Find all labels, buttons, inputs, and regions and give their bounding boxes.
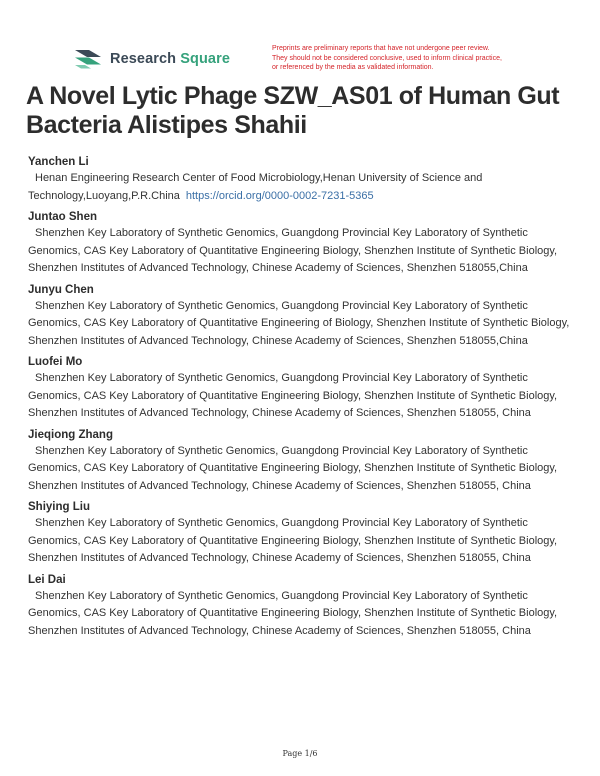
affiliation-text: Henan Engineering Research Center of Food Microbiology,Henan University of Science and Technology,Luoyang,P.R.China	[28, 172, 483, 202]
author-affiliation	[28, 370, 576, 423]
orcid-link[interactable]: https://orcid.org/0000-0002-7231-5365	[185, 189, 374, 202]
author-name: Juntao Shen	[28, 211, 98, 223]
author-affiliation	[28, 170, 576, 205]
author-name: Lei Dai	[28, 573, 66, 586]
author-name: Yanchen Li	[28, 156, 89, 168]
author-name: Shiying Liu	[28, 501, 90, 513]
author-affiliation	[28, 515, 576, 568]
affiliation-text: Shenzhen Key Laboratory of Synthetic Genomics, Guangdong Provincial Key Laboratory of Synthetic Genomics, CAS Key Laboratory of Quantitative Engineering Biology, Shenzhen Institute of Synthetic Biology, Shenzhen Institutes of Advanced Technology, Chinese Academy of Sciences, Shenzhen 518055, China	[28, 372, 558, 419]
logo-word-research: Research	[110, 51, 177, 67]
notice-line: or referenced by the media as validated information.	[272, 64, 434, 71]
author-entry	[28, 154, 576, 205]
affiliation-text: Shenzhen Key Laboratory of Synthetic Genomics, Guangdong Provincial Key Laboratory of Synthetic Genomics, CAS Key Laboratory of Quantitative Engineering Biology, Shenzhen Institute of Synthetic Biology, Shenzhen Institutes of Advanced Technology, Chinese Academy of Sciences, Shenzhen 518055,China	[28, 227, 558, 274]
preprint-notice	[272, 44, 532, 73]
author-name: Luofei Mo	[28, 356, 83, 368]
paper-title: A Novel Lytic Phage SZW_AS01 of Human Gut Bacteria Alistipes Shahii	[26, 82, 560, 139]
research-square-logo[interactable]	[73, 48, 230, 70]
author-entry	[28, 282, 576, 351]
affiliation-text: Shenzhen Key Laboratory of Synthetic Genomics, Guangdong Provincial Key Laboratory of Synthetic Genomics, CAS Key Laboratory of Quantitative Engineering of Biology, Shenzhen Institute of Synthetic Biology, Shenzhen Institutes of Advanced Technology, Chinese Academy of Sciences, Shenzhen 518055,China	[28, 299, 570, 347]
research-square-logo-icon	[73, 48, 103, 70]
affiliation-text: Shenzhen Key Laboratory of Synthetic Genomics, Guangdong Provincial Key Laboratory of Synthetic Genomics, CAS Key Laboratory of Quantitative Engineering Biology, Shenzhen Institute of Synthetic Biology, Shenzhen Institutes of Advanced Technology, Chinese Academy of Sciences, Shenzhen 518055, China	[28, 589, 558, 637]
notice-line: Preprints are preliminary reports that have not undergone peer review.	[272, 45, 490, 52]
page-number: Page 1/6	[282, 749, 318, 758]
notice-line: They should not be considered conclusive, used to inform clinical practice,	[272, 54, 502, 62]
logo-word-square: Square	[180, 51, 230, 67]
author-affiliation	[28, 225, 576, 278]
author-entry	[28, 499, 576, 568]
author-list	[28, 154, 576, 644]
author-affiliation	[28, 443, 576, 496]
author-name: Jieqiong Zhang	[28, 428, 113, 441]
author-entry	[28, 354, 576, 423]
author-entry	[28, 209, 576, 278]
author-name: Junyu Chen	[28, 283, 94, 296]
affiliation-text: Shenzhen Key Laboratory of Synthetic Genomics, Guangdong Provincial Key Laboratory of Synthetic Genomics, CAS Key Laboratory of Quantitative Engineering Biology, Shenzhen Institute of Synthetic Biology, Shenzhen Institutes of Advanced Technology, Chinese Academy of Sciences, Shenzhen 518055, China	[28, 517, 558, 564]
logo-text	[110, 51, 230, 67]
author-entry	[28, 572, 576, 641]
author-affiliation	[28, 298, 576, 351]
author-affiliation	[28, 588, 576, 641]
affiliation-text: Shenzhen Key Laboratory of Synthetic Genomics, Guangdong Provincial Key Laboratory of Synthetic Genomics, CAS Key Laboratory of Quantitative Engineering Biology, Shenzhen Institute of Synthetic Biology, Shenzhen Institutes of Advanced Technology, Chinese Academy of Sciences, Shenzhen 518055, China	[28, 444, 558, 492]
author-entry	[28, 427, 576, 496]
